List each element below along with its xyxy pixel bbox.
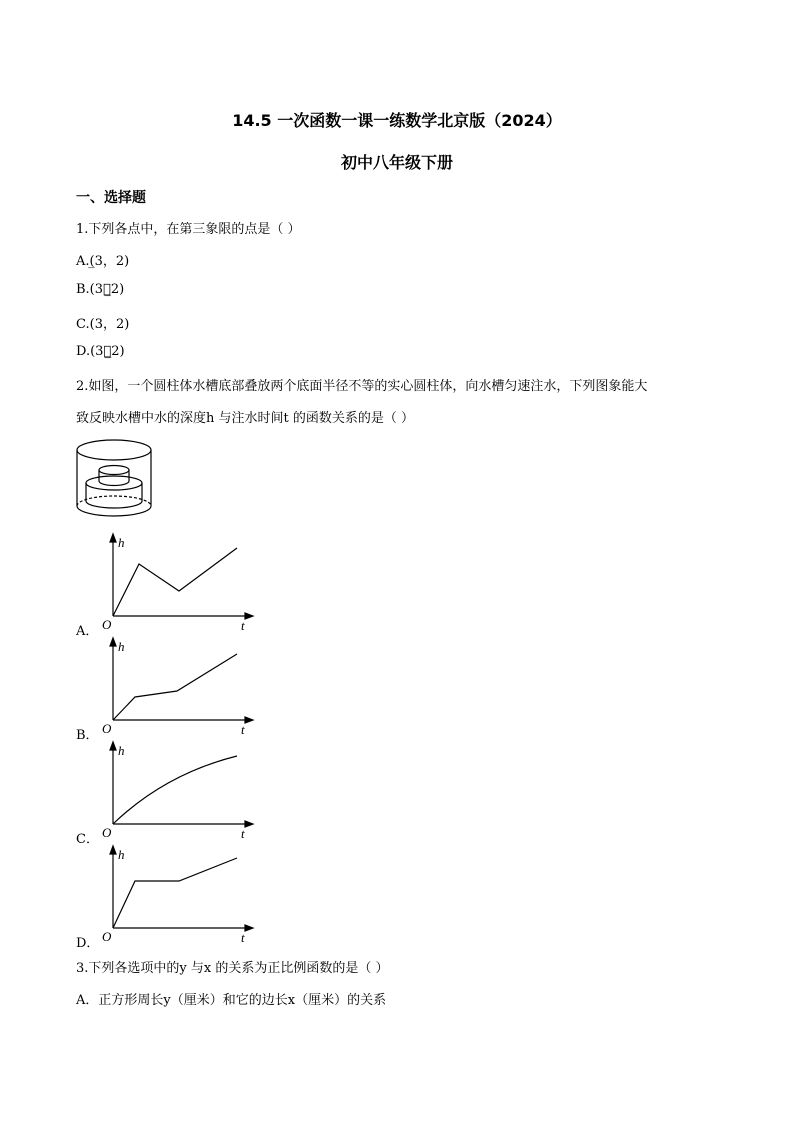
- question-1-option-d: D.(3，̲2): [76, 344, 125, 359]
- question-3-stem: 3.下列各选项中的y 与x 的关系为正比例函数的是（ ）: [76, 961, 389, 976]
- origin-label: O: [102, 721, 112, 736]
- graph-option-b: [95, 636, 255, 736]
- graph-option-d: [95, 844, 255, 944]
- origin-label: O: [102, 929, 112, 944]
- origin-label: O: [102, 617, 112, 632]
- graph-c-curve: [113, 756, 237, 824]
- question-1-option-b: B.(3，̲2): [76, 282, 125, 297]
- question-2-stem-line-2: 致反映水槽中水的深度h 与注水时间t 的函数关系的是（ ）: [76, 411, 414, 426]
- graph-option-a: [95, 532, 255, 632]
- question-2-stem-line-1: 2.如图，一个圆柱体水槽底部叠放两个底面半径不等的实心圆柱体，向水槽匀速注水，下列图象能大: [76, 379, 648, 394]
- cylinder-tank-figure: [72, 436, 158, 522]
- graph-option-d-label: D．: [76, 936, 100, 951]
- document-title: 14.5 一次函数一课一练数学北京版（2024）: [232, 111, 562, 130]
- origin-label: O: [102, 825, 112, 840]
- graph-option-a-label: A．: [76, 624, 99, 639]
- graph-option-c-label: C．: [76, 832, 99, 847]
- y-axis-label: h: [118, 535, 125, 550]
- y-axis-arrow: [110, 534, 116, 542]
- x-axis-label: t: [241, 722, 245, 736]
- x-axis-label: t: [241, 826, 245, 840]
- document-subtitle: 初中八年级下册: [340, 153, 453, 172]
- graph-option-c: [95, 740, 255, 840]
- graph-a-curve: [113, 548, 237, 616]
- graph-option-b-label: B．: [76, 728, 99, 743]
- y-axis-label: h: [118, 847, 125, 862]
- question-1-option-a: A.(̲3，2): [76, 254, 130, 269]
- y-axis-label: h: [118, 639, 125, 654]
- y-axis-label: h: [118, 743, 125, 758]
- x-axis-arrow: [245, 613, 253, 619]
- graph-b-curve: [113, 654, 237, 720]
- question-3-option-a: A．正方形周长y（厘米）和它的边长x（厘米）的关系: [76, 993, 387, 1008]
- x-axis-label: t: [241, 618, 245, 632]
- section-heading: 一、选择题: [76, 190, 146, 206]
- question-1-stem: 1.下列各点中，在第三象限的点是（ ）: [76, 222, 301, 237]
- question-1-option-c: C.(3，2): [76, 317, 130, 332]
- x-axis-label: t: [241, 930, 245, 944]
- graph-d-curve: [113, 858, 237, 928]
